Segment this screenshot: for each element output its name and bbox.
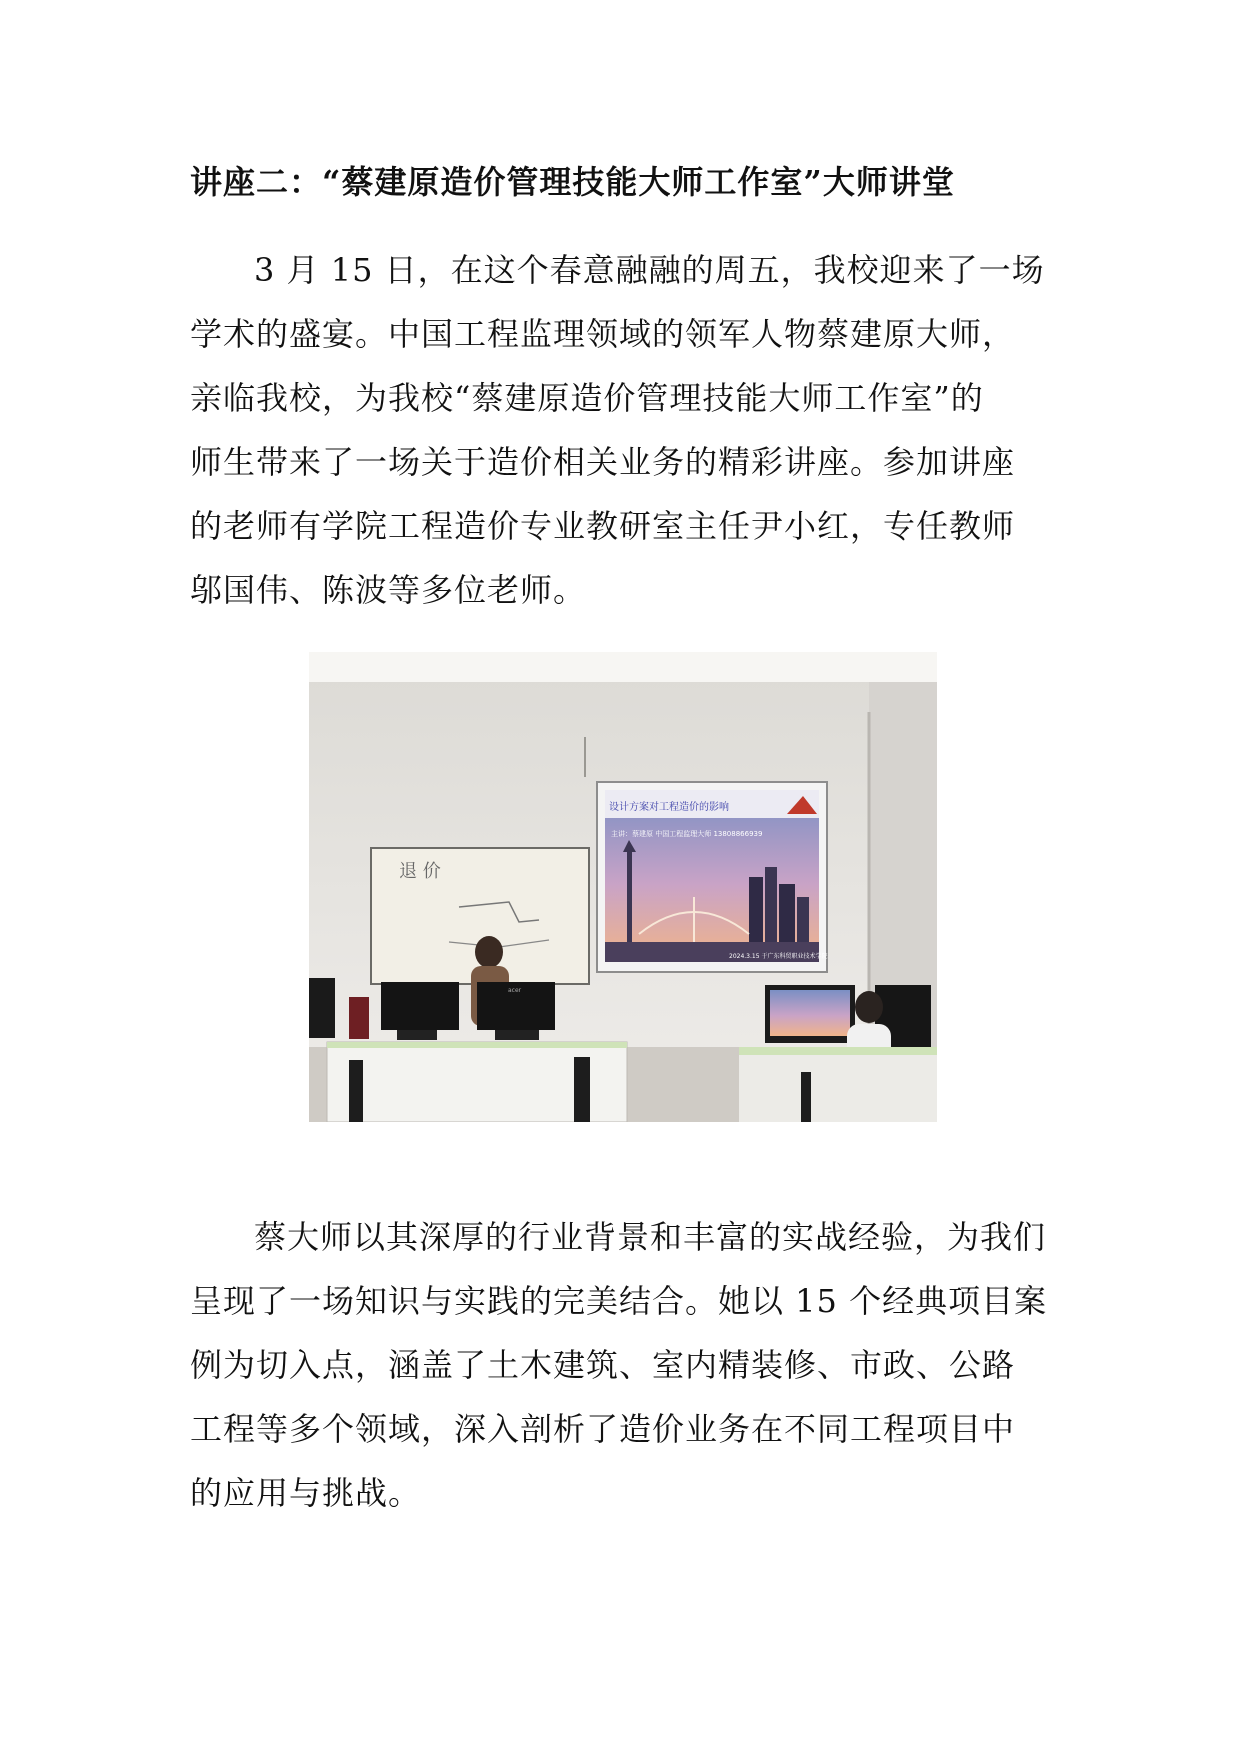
paragraph-line: 亲临我校，为我校“蔡建原造价管理技能大师工作室”的: [190, 379, 984, 417]
paragraph-line: 的应用与挑战。: [190, 1474, 422, 1512]
section-heading: 讲座二：“蔡建原造价管理技能大师工作室”大师讲堂: [190, 163, 955, 201]
paragraph-line: 学术的盛宴。中国工程监理领域的领军人物蔡建原大师，: [190, 315, 1016, 353]
monitor-brand: acer: [508, 987, 522, 994]
paragraph-line: 邬国伟、陈波等多位老师。: [190, 571, 587, 609]
lecture-photo: [309, 652, 937, 1122]
content-paragraph: [190, 1205, 1070, 1525]
intro-paragraph: [190, 238, 1070, 622]
paragraph-line: 的老师有学院工程造价专业教研室主任尹小红，专任教师: [190, 507, 1016, 545]
lecture-photo-drawing: [309, 652, 937, 1122]
paragraph-line: 师生带来了一场关于造价相关业务的精彩讲座。参加讲座: [190, 443, 1016, 481]
paragraph-line: 3 月 15 日，在这个春意融融的周五，我校迎来了一场: [254, 251, 1045, 289]
slide-title: 设计方案对工程造价的影响: [609, 802, 729, 813]
paragraph-line: 工程等多个领域，深入剖析了造价业务在不同工程项目中: [190, 1410, 1016, 1448]
slide-footer: 2024.3.15 于广东科贸职业技术学院: [729, 953, 828, 960]
whiteboard-writing: 退 价: [399, 861, 441, 882]
slide-speaker: 主讲：蔡建原 中国工程监理大师 13808866939: [611, 830, 763, 838]
paragraph-line: 例为切入点，涵盖了土木建筑、室内精装修、市政、公路: [190, 1346, 1016, 1384]
paragraph-line: 呈现了一场知识与实践的完美结合。她以 15 个经典项目案: [190, 1282, 1048, 1320]
paragraph-line: 蔡大师以其深厚的行业背景和丰富的实战经验，为我们: [254, 1218, 1047, 1256]
